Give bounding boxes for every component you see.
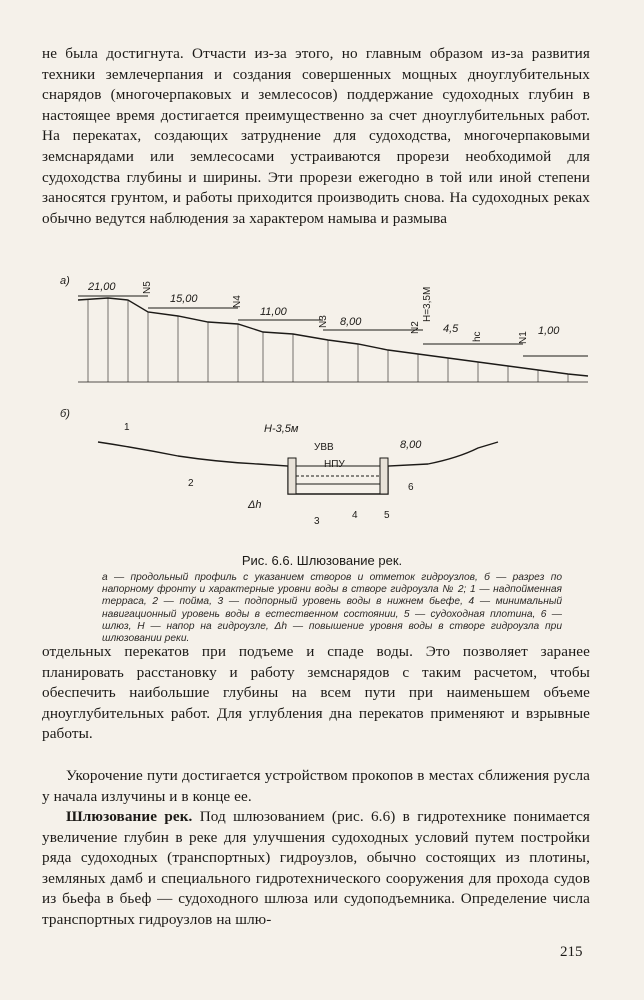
paragraph-3: Укорочение пути достигается устройством прокопов в местах сближения русла у начала излучины и в конце ее. [42,767,590,805]
node-labels [142,281,529,344]
fig-label-a: а) [60,275,70,287]
figure-caption-title: Рис. 6.6. Шлюзование рек. [241,553,403,568]
figure-caption-body: а — продольный профиль с указанием створов и отметок гидроузлов, б — разрез по напорному фронту и характерные уровни воды в створе гидроузла № 2; 1 — надпойменная терраса, 2 — пойма, 3 — подпорный уровень воды в нижнем бьефе, 4 — минимальный навигационный уровень воды в естественном состоянии, 5 — судоходная плотина, 6 — шлюз, H — напор на гидроузле, Δh — повышение уровня воды в створе гидроузла при шлюзовании реки. [102,572,562,645]
cross-section-ground [98,442,498,494]
level-label: 1,00 [538,325,560,337]
npu-label: НПУ [324,459,345,470]
number-label: 3 [314,516,320,527]
paragraph-2: отдельных перекатов при подъеме и спаде воды. Это позволяет заранее планировать расстановку и работу земснарядов с таким расчетом, чтобы обеспечить наибольшие глубины на всем пути при наименьшем объеме дноуглубительных работ. Для углубления дна перекатов применяют и взрывные работы. [42,643,590,743]
number-label: 6 [408,482,414,493]
uvv-label: УВВ [314,442,334,453]
water-levels [78,296,588,356]
node-label: N5 [142,281,153,294]
hc-label: hс [472,331,483,342]
paragraph-1: не была достигнута. Отчасти из-за этого, но главным образом из-за развития техники землечерпания и создания совершенных мощных дноуглубительных снарядов (многочерпаковых и землесосов) поддержание судоходных глубин в настоящее время достигается преимущественно за счет дноуглубительных работ. На перекатах, создающих затруднение для судоходства, многочерпаковыми земснарядами или землесосами устраиваются прорези необходимой для судоходства глубины и ширины. Эти прорези ежегодно в той или иной степени заносятся грунтом, и работы приходится производить снова. На судоходных реках обычно ведутся наблюдения за характером намыва и размыва [42,45,590,227]
figure-6-6 [60,272,588,534]
figure-svg [60,272,588,534]
number-label: 2 [188,478,194,489]
river-bed-profile [78,298,588,376]
head-label-b: H-3,5м [264,423,299,435]
paragraph-4 [42,807,590,931]
level-label: 21,00 [88,281,116,293]
number-label: 4 [352,510,358,521]
profile-hatch [88,298,568,382]
paragraph-4-body: Под шлюзованием (рис. 6.6) в гидротехнике понимается увеличение глубин в реке для улучшения судоходных условий путем постройки ряда судоходных (транспортных) гидроузлов, обычно состоящих из плотины, земляных дамб и специального гидротехнического сооружения для прохода судов из бьефа в бьеф — судоходного шлюза или судоподъемника. Определение числа транспортных гидроузлов на шлю- [42,808,590,928]
level-label: 15,00 [170,293,198,305]
page-number: 215 [560,944,583,960]
head-label-a: H=3,5M [422,286,433,322]
level-label: 11,00 [260,306,287,318]
fig-label-b: б) [60,408,70,420]
level-b-label: 8,00 [400,439,422,451]
number-label: 5 [384,510,390,521]
cross-section-numbers [124,422,414,527]
node-label: N3 [318,315,329,328]
node-label: N2 [410,321,421,334]
number-label: 1 [124,422,130,433]
node-label: N4 [232,295,243,308]
node-label: N1 [518,331,529,344]
level-label: 8,00 [340,316,362,328]
section-heading-inline: Шлюзование рек. [66,808,193,825]
dh-label: Δh [248,499,262,511]
level-label: 4,5 [443,323,459,335]
